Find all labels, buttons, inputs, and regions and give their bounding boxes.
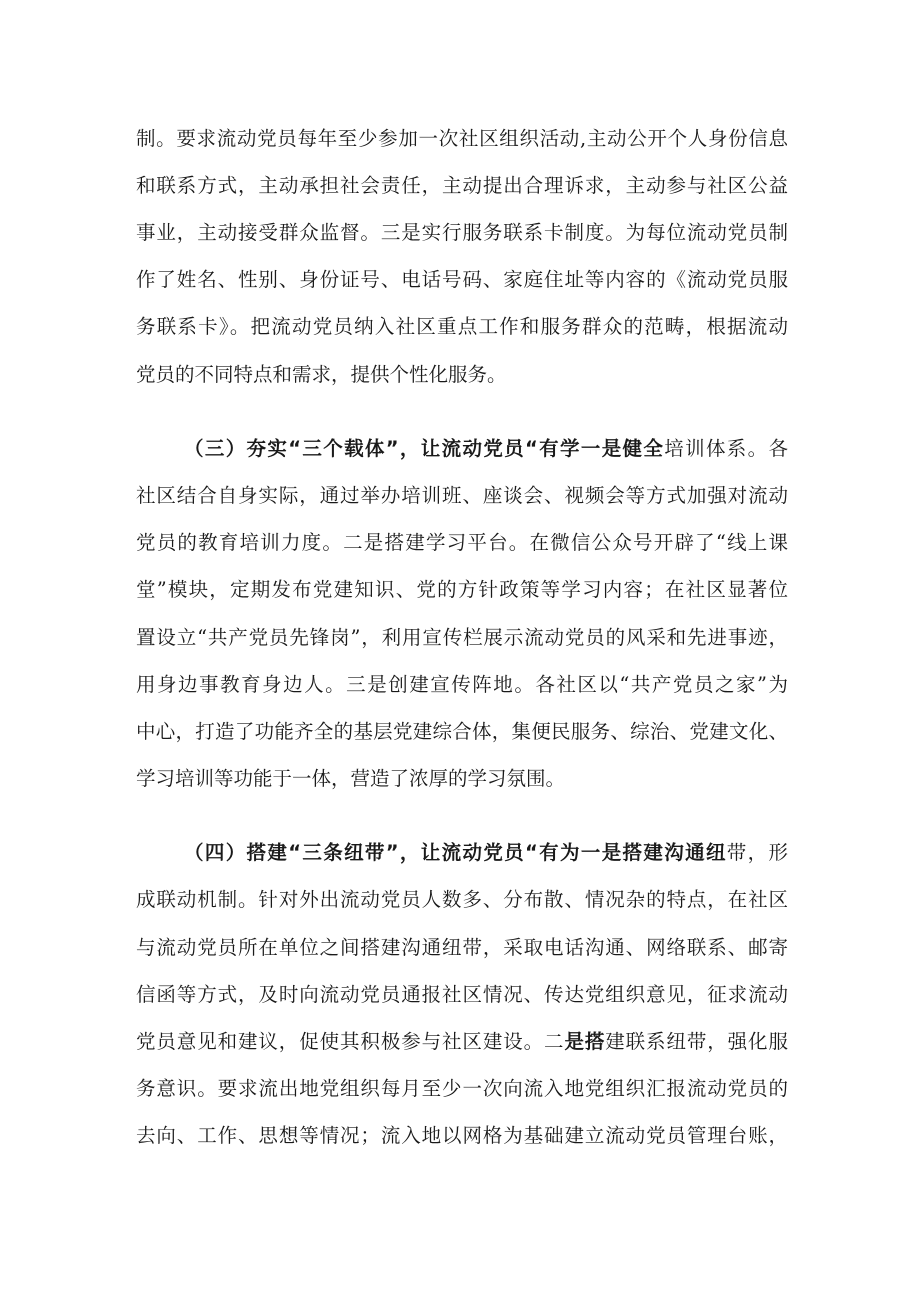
paragraph3-line-4-bold: 是搭 — [564, 1030, 606, 1053]
paragraph1-line-1: 制。要求流动党员每年至少参加一次社区组织活动,主动公开个人身份信息 — [136, 127, 788, 150]
paragraph1-line-3: 事业，主动接受群众监督。三是实行服务联系卡制度。为每位流动党员制 — [136, 221, 788, 244]
paragraph2-heading-bold: （三）夯实“三个载体”，让流动党员“有学一是健全 — [184, 437, 665, 460]
paragraph3-heading-line — [184, 838, 788, 868]
paragraph1-line-4: 作了姓名、性别、身份证号、电话号码、家庭住址等内容的《流动党员服 — [136, 268, 788, 291]
paragraph1-line-5: 务联系卡》。把流动党员纳入社区重点工作和服务群众的范畴，根据流动 — [136, 315, 788, 338]
paragraph2-line-7: 学习培训等功能于一体，营造了浓厚的学习氛围。 — [136, 767, 566, 790]
paragraph3-line-2: 与流动党员所在单位之间搭建沟通纽带，采取电话沟通、网络联系、邮寄 — [136, 936, 788, 959]
paragraph2-line-1: 社区结合自身实际，通过举办培训班、座谈会、视频会等方式加强对流动 — [136, 484, 788, 507]
paragraph2-heading-line — [184, 434, 788, 464]
paragraph2-line-4: 置设立“共产党员先锋岗”，利用宣传栏展示流动党员的风采和先进事迹， — [136, 626, 788, 649]
paragraph3-line-3: 信函等方式，及时向流动党员通报社区情况、传达党组织意见，征求流动 — [136, 983, 788, 1006]
paragraph2-line-6: 中心，打造了功能齐全的基层党建综合体，集便民服务、综治、党建文化、 — [136, 720, 788, 743]
paragraph3-heading-bold: （四）搭建“三条纽带”，让流动党员“有为一是搭建沟通纽 — [184, 841, 727, 864]
paragraph3-line-6: 去向、工作、思想等情况；流入地以网格为基础建立流动党员管理台账， — [136, 1124, 788, 1147]
paragraph2-line-5: 用身边事教育身边人。三是创建宣传阵地。各社区以“共产党员之家”为 — [136, 673, 788, 696]
paragraph2-line-3: 堂”模块，定期发布党建知识、党的方针政策等学习内容；在社区显著位 — [136, 578, 788, 601]
paragraph3-heading-rest: 带，形 — [726, 841, 788, 864]
paragraph2-line-2: 党员的教育培训力度。二是搭建学习平台。在微信公众号开辟了“线上课 — [136, 531, 788, 554]
paragraph1-line-2: 和联系方式，主动承担社会责任，主动提出合理诉求，主动参与社区公益 — [136, 174, 788, 197]
paragraph2-heading-rest: 培训体系。各 — [664, 437, 788, 460]
paragraph3-line-5: 务意识。要求流出地党组织每月至少一次向流入地党组织汇报流动党员的 — [136, 1077, 788, 1100]
paragraph3-line-4-start: 党员意见和建议，促使其积极参与社区建设。二 — [136, 1030, 565, 1053]
paragraph3-line-1: 成联动机制。针对外出流动党员人数多、分布散、情况杂的特点，在社区 — [136, 888, 788, 911]
paragraph3-line-4 — [136, 1027, 788, 1057]
paragraph3-line-4-rest: 建联系纽带，强化服 — [605, 1030, 788, 1053]
paragraph1-line-6: 党员的不同特点和需求，提供个性化服务。 — [136, 363, 507, 386]
